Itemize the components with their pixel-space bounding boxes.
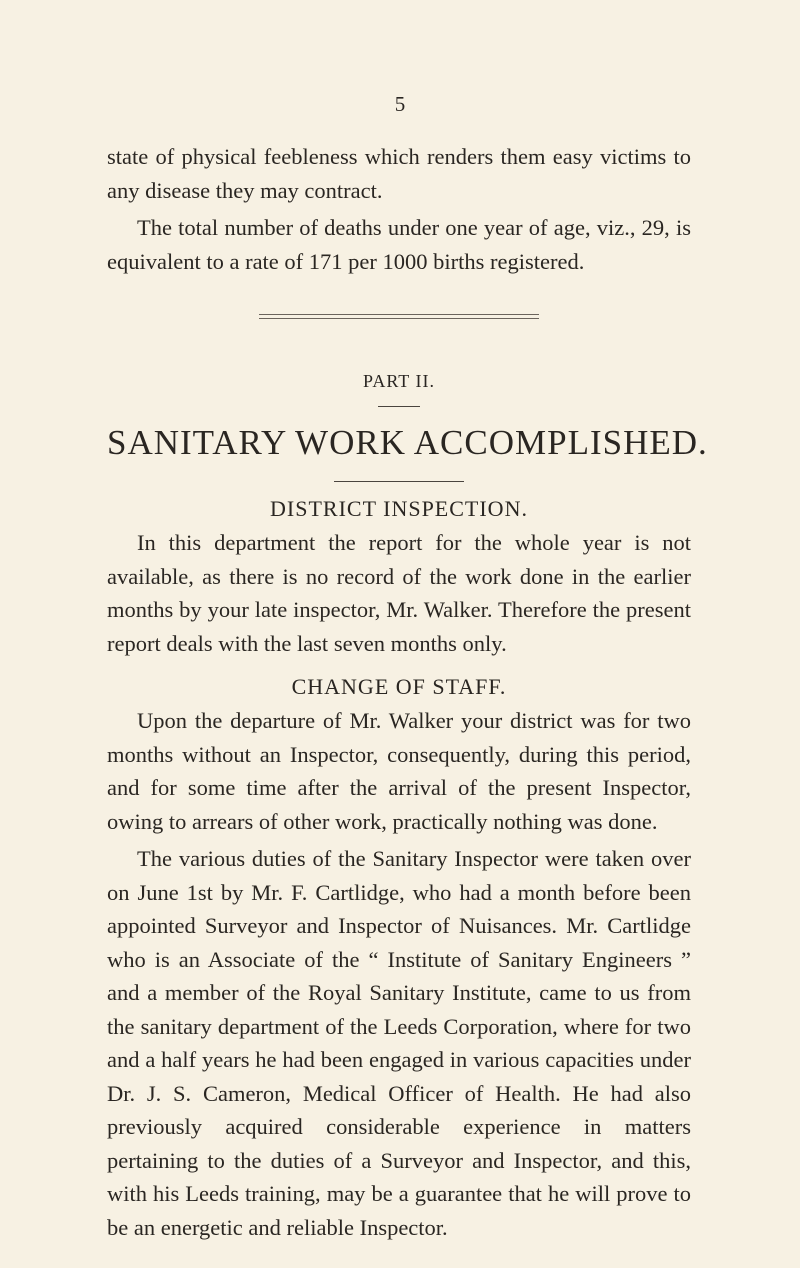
change-of-staff-heading: CHANGE OF STAFF. [291, 674, 507, 699]
part-title: SANITARY WORK ACCOMPLISHED. [107, 423, 708, 462]
change-of-staff-paragraph-2: The various duties of the Sanitary Inspector were taken over on June 1st by Mr. F. Cartlidge, who had a month before been appointed Surveyor and Inspector of Nuisances. Mr. Cartlidge who is an Associate of the “ Institute of Sanitary Engineers ” and a member of the Royal Sanitary Institute, came to us from the sanitary department of the Leeds Corporation, where for two and a half years he had been engaged in various capacities under Dr. J. S. Cameron, Medical Officer of Health. He had also previously acquired considerable experience in matters pertaining to the duties of a Surveyor and Inspector, and this, with his Leeds training, may be a guarantee that he will prove to be an energetic and reliable Inspector. [107, 846, 691, 1240]
district-inspection-paragraph: In this department the report for the whole year is not available, as there is no record of the work done in the earlier months by your late inspector, Mr. Walker. Therefore the present report deals with the last seven months only. [107, 530, 691, 656]
page-content [107, 140, 708, 1244]
district-inspection-heading: DISTRICT INSPECTION. [270, 496, 528, 521]
intro-paragraph-continued: state of physical feebleness which renders them easy victims to any disease they may contract. [107, 144, 691, 203]
part-rule [378, 406, 420, 407]
title-rule [334, 481, 464, 482]
change-of-staff-paragraph-1: Upon the departure of Mr. Walker your district was for two months without an Inspector, consequently, during this period, and for some time after the arrival of the present Inspector, owing to arrears of other work, practically nothing was done. [107, 708, 691, 834]
intro-paragraph-deaths: The total number of deaths under one year of age, viz., 29, is equivalent to a rate of 171 per 1000 births registered. [107, 215, 691, 274]
section-divider [259, 314, 539, 319]
part-label: PART II. [363, 371, 435, 391]
page-number: 5 [394, 92, 406, 116]
